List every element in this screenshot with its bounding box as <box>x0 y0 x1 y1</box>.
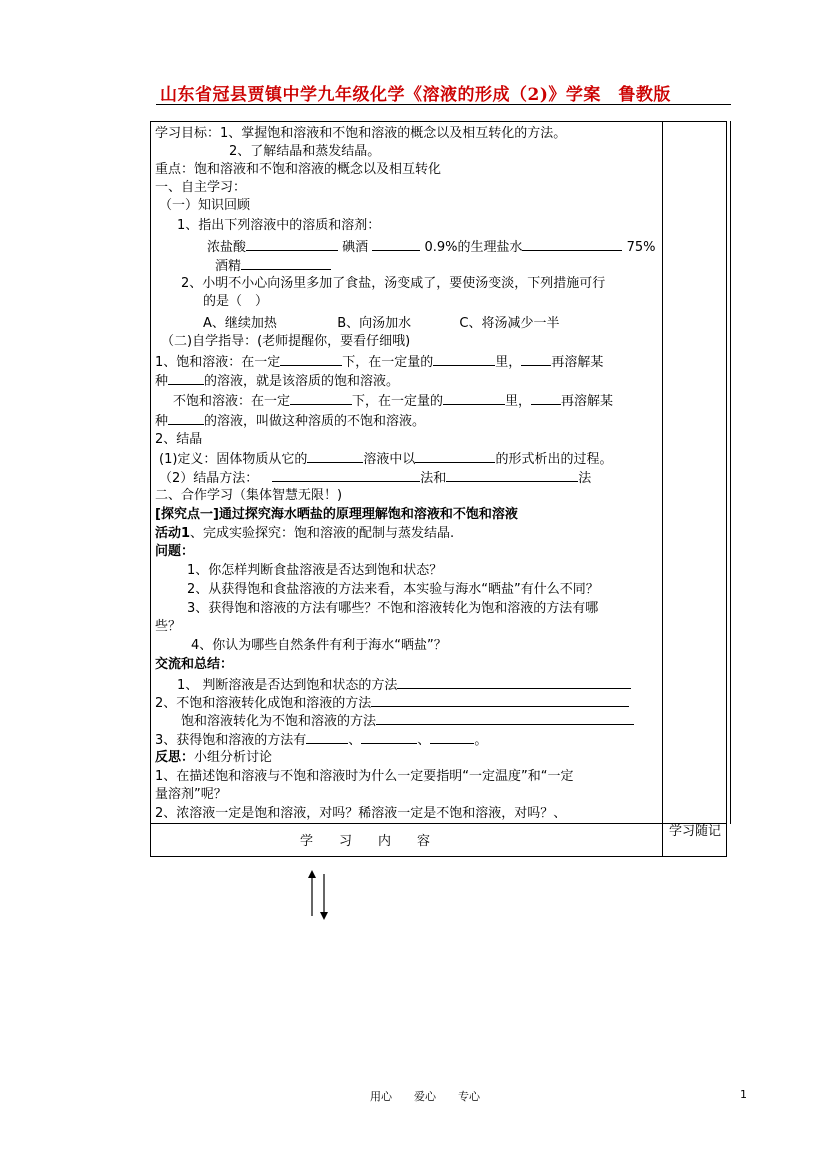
blank[interactable] <box>372 236 420 251</box>
q-4: 4、你认为哪些自然条件有利于海水“晒盐”？ <box>191 638 447 653</box>
column-divider <box>662 121 663 857</box>
activity-1 <box>155 524 454 543</box>
blank[interactable] <box>397 674 631 689</box>
reflection-2: 2、浓溶液一定是饱和溶液，对吗？稀溶液一定是不饱和溶液，对吗？、 <box>155 806 567 821</box>
notes-column-label: 学习随记 <box>668 824 721 839</box>
summary-heading: 交流和总结： <box>155 657 234 672</box>
page-number: 1 <box>740 1088 747 1101</box>
blank[interactable] <box>443 390 505 405</box>
text: 下，在一定量的 <box>342 355 434 370</box>
option-b: B、向汤加水 <box>337 316 412 331</box>
blank[interactable] <box>531 390 561 405</box>
text: 的溶液，叫做这种溶质的不饱和溶液。 <box>204 414 426 429</box>
activity-label: 活动1 <box>155 526 191 541</box>
header-rule <box>156 104 731 105</box>
section-self-study: 一、自主学习： <box>155 180 247 195</box>
item-alcohol: 酒精 <box>215 259 242 274</box>
text: （2）结晶方法： <box>159 471 259 486</box>
footer-row-divider <box>150 823 727 824</box>
blank[interactable] <box>306 729 348 744</box>
text: 种 <box>155 414 169 429</box>
q-1: 1、你怎样判断食盐溶液是否达到饱和状态？ <box>187 563 443 578</box>
blank[interactable] <box>168 370 204 385</box>
blank[interactable] <box>168 410 204 425</box>
item-alcohol-pct: 75% <box>626 240 656 255</box>
text: 法 <box>578 471 592 486</box>
text: 。 <box>474 733 488 748</box>
crystallization-heading: 2、结晶 <box>155 432 203 447</box>
key-points: 重点：饱和溶液和不饱和溶液的概念以及相互转化 <box>155 162 442 177</box>
text: 、 <box>417 733 431 748</box>
text: 里， <box>495 355 522 370</box>
blank[interactable] <box>272 467 420 482</box>
reflection-label: 反思： <box>155 750 195 765</box>
text: 饱和溶液转化为不饱和溶液的方法 <box>181 714 377 729</box>
text: (1)定义：固体物质从它的 <box>159 452 308 467</box>
subsection-guide: （二)自学指导：(老师提醒你，要看仔细哦) <box>161 334 411 349</box>
blank[interactable] <box>361 729 417 744</box>
text: 、完成实验探究：饱和溶液的配制与蒸发结晶. <box>190 526 455 541</box>
blank[interactable] <box>430 729 474 744</box>
crystallization-methods <box>159 467 591 488</box>
q-2: 2、从获得饱和食盐溶液的方法来看，本实验与海水“晒盐”有什么不同？ <box>187 582 599 597</box>
text: 里， <box>505 394 532 409</box>
question-2: 2、小明不小心向汤里多加了食盐，汤变咸了，要使汤变淡，下列措施可行 <box>181 276 606 291</box>
text: 再溶解某 <box>561 394 614 409</box>
blank[interactable] <box>433 351 495 366</box>
text: 不饱和溶液：在一定 <box>173 394 291 409</box>
reflection <box>155 748 272 767</box>
content-column-label: 学 习 内 容 <box>300 834 431 849</box>
text: 1、 判断溶液是否达到饱和状态的方法 <box>177 678 398 693</box>
text: 、 <box>348 733 362 748</box>
page-footer-motto: 用心 爱心 专心 <box>370 1090 480 1103</box>
question-1-alcohol <box>215 255 331 276</box>
item-hcl: 浓盐酸 <box>207 240 247 255</box>
learning-goals: 学习目标：1、掌握饱和溶液和不饱和溶液的概念以及相互转化的方法。 <box>155 126 567 141</box>
inquiry-point-1: [探究点一]通过探究海水晒盐的原理理解饱和溶液和不饱和溶液 <box>155 507 518 522</box>
blank[interactable] <box>371 692 629 707</box>
text: 溶液中以 <box>363 452 416 467</box>
def-saturated-1 <box>155 351 603 372</box>
item-iodine: 碘酒 <box>342 240 369 255</box>
def-unsaturated-1 <box>173 390 613 411</box>
blank[interactable] <box>241 255 331 270</box>
blank[interactable] <box>376 710 634 725</box>
blank[interactable] <box>280 351 342 366</box>
questions-heading: 问题： <box>155 544 195 559</box>
question-2-options <box>203 314 559 333</box>
blank[interactable] <box>522 236 622 251</box>
reflection-1: 1、在描述饱和溶液与不饱和溶液时为什么一定要指明“一定温度”和“一定 <box>155 769 574 784</box>
text: 1、饱和溶液：在一定 <box>155 355 281 370</box>
text: 的溶液，就是该溶质的饱和溶液。 <box>204 374 400 389</box>
blank[interactable] <box>307 448 363 463</box>
item-saline: 0.9%的生理盐水 <box>424 240 523 255</box>
crystallization-def <box>159 448 612 469</box>
text: 法和 <box>420 471 447 486</box>
learning-goal-2: 2、了解结晶和蒸发结晶。 <box>229 144 381 159</box>
section-cooperative: 二、合作学习（集体智慧无限！) <box>155 488 343 503</box>
summary-2b <box>181 710 634 731</box>
text: 下，在一定量的 <box>352 394 444 409</box>
def-saturated-2 <box>155 370 399 391</box>
summary-3 <box>155 729 487 750</box>
blank[interactable] <box>246 236 338 251</box>
question-1: 1、指出下列溶液中的溶质和溶剂： <box>177 218 381 233</box>
q-3: 3、获得饱和溶液的方法有哪些？不饱和溶液转化为饱和溶液的方法有哪 <box>187 601 599 616</box>
blank[interactable] <box>290 390 352 405</box>
text: 2、不饱和溶液转化成饱和溶液的方法 <box>155 696 372 711</box>
text: 3、获得饱和溶液的方法有 <box>155 733 307 748</box>
blank[interactable] <box>446 467 578 482</box>
text: 的形式析出的过程。 <box>495 452 613 467</box>
blank[interactable] <box>521 351 551 366</box>
reflection-1-cont: 量溶剂”呢？ <box>155 787 227 802</box>
question-1-items <box>207 236 656 257</box>
q-3-cont: 些？ <box>155 619 182 634</box>
text: 小组分析讨论 <box>194 750 273 765</box>
def-unsaturated-2 <box>155 410 425 431</box>
document-title: 山东省冠县贾镇中学九年级化学《溶液的形成（2)》学案 鲁教版 <box>160 85 671 105</box>
blank[interactable] <box>415 448 495 463</box>
subsection-review: （一）知识回顾 <box>159 198 251 213</box>
outer-border-right <box>730 121 731 824</box>
question-2-cont: 的是（ ） <box>203 294 269 309</box>
up-down-arrows-icon <box>305 870 335 920</box>
text: 种 <box>155 374 169 389</box>
option-a: A、继续加热 <box>203 316 277 331</box>
option-c: C、将汤减少一半 <box>459 316 560 331</box>
text: 再溶解某 <box>551 355 604 370</box>
